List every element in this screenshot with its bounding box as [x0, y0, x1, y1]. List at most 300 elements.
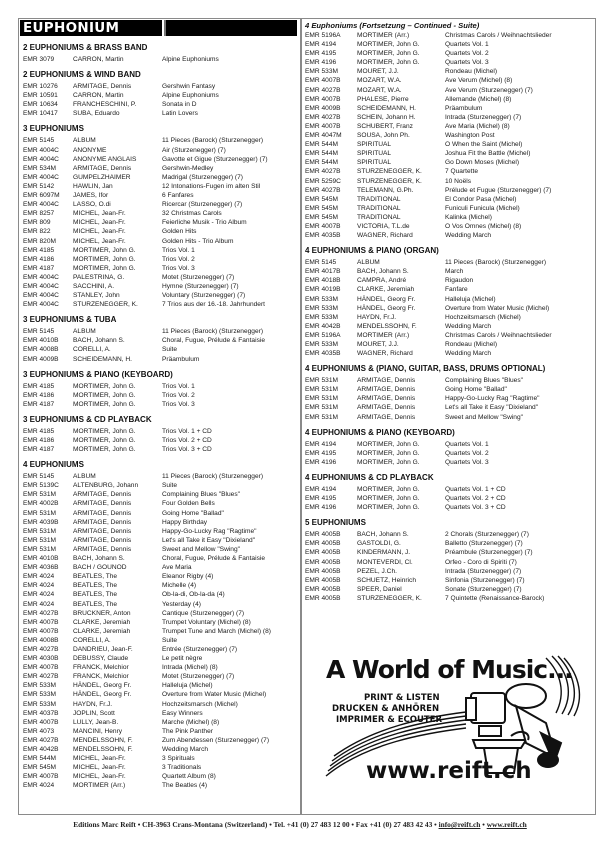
catalog-row — [302, 86, 596, 95]
catalog-row — [302, 385, 596, 394]
work-title: 12 Intonations-Fugen im alten Stil — [162, 182, 261, 190]
catalog-number: EMR 4008B — [23, 346, 59, 354]
work-title: 10 Noëls — [445, 177, 472, 185]
composer-name: ARMITAGE, Dennis — [73, 83, 132, 91]
catalog-row — [20, 627, 299, 636]
work-title: Alpine Euphoniums — [162, 92, 219, 100]
work-title: Cantique (Sturzenegger) (7) — [162, 609, 245, 617]
catalog-section — [20, 369, 299, 409]
composer-name: ANONYME ANGLAIS — [73, 155, 137, 163]
catalog-number: EMR 4007B — [305, 222, 341, 230]
work-title: Zum Abendessen (Sturzenegger) (7) — [162, 736, 270, 744]
catalog-row — [20, 709, 299, 718]
catalog-row — [302, 149, 596, 158]
composer-name: FRANCK, Melchior — [73, 673, 129, 681]
composer-name: VICTORIA, T.L.de — [357, 222, 410, 230]
work-title: Präambulum — [162, 355, 200, 363]
catalog-row — [20, 146, 299, 155]
right-sections — [302, 21, 596, 603]
catalog-row — [20, 209, 299, 218]
composer-name: MORTIMER, John G. — [73, 382, 136, 390]
catalog-number: EMR 531M — [23, 545, 56, 553]
catalog-number: EMR 4196 — [305, 458, 337, 466]
work-title: Entrée (Sturzenegger) (7) — [162, 645, 238, 653]
footer-website-link[interactable]: www.reift.ch — [486, 820, 527, 829]
catalog-row — [302, 440, 596, 449]
advert-banner — [316, 648, 586, 793]
work-title: Quartets Vol. 1 + CD — [445, 485, 506, 493]
catalog-row — [302, 485, 596, 494]
catalog-number: EMR 4196 — [305, 504, 337, 512]
composer-name: ALBUM — [357, 259, 380, 267]
composer-name: MORTIMER, John G. — [357, 41, 420, 49]
catalog-number: EMR 4004C — [23, 201, 59, 209]
work-title: Quartets Vol. 1 — [445, 440, 489, 448]
catalog-row — [20, 300, 299, 309]
work-title: Ricercar (Sturzenegger) (7) — [162, 201, 243, 209]
catalog-number: EMR 4018B — [305, 277, 341, 285]
catalog-number: EMR 822 — [23, 228, 51, 236]
work-title: Trios Vol. 3 — [162, 264, 195, 272]
catalog-row — [20, 654, 299, 663]
composer-name: MORTIMER, John G. — [73, 446, 136, 454]
catalog-row — [20, 736, 299, 745]
catalog-number: EMR 4187 — [23, 264, 55, 272]
catalog-row — [302, 285, 596, 294]
catalog-row — [20, 227, 299, 236]
composer-name: BEATLES, The — [73, 600, 118, 608]
catalog-row — [302, 558, 596, 567]
catalog-number: EMR 4185 — [23, 382, 55, 390]
composer-name: MICHEL, Jean-Fr. — [73, 237, 126, 245]
catalog-number: EMR 4027B — [305, 168, 341, 176]
work-title: 3 Spirituals — [162, 755, 195, 763]
section-title: 4 Euphoniums (Fortsetzung – Continued - Suite) — [305, 21, 480, 30]
catalog-number: EMR 4195 — [305, 449, 337, 457]
catalog-number: EMR 8257 — [23, 210, 55, 218]
catalog-row — [20, 472, 299, 481]
composer-name: ARMITAGE, Dennis — [73, 509, 132, 517]
composer-name: CORELLI, A. — [73, 346, 111, 354]
work-title: Hymne (Sturzenegger) (7) — [162, 282, 239, 290]
catalog-row — [302, 177, 596, 186]
catalog-number: EMR 544M — [305, 141, 338, 149]
catalog-section — [302, 363, 596, 421]
composer-name: SCHUETZ, Heinrich — [357, 576, 416, 584]
catalog-number: EMR 4027B — [305, 86, 341, 94]
catalog-row — [20, 427, 299, 436]
catalog-number: EMR 534M — [23, 164, 56, 172]
composer-name: MENDELSSOHN, F. — [73, 746, 133, 753]
catalog-number: EMR 4002B — [23, 500, 59, 508]
catalog-number: EMR 533M — [305, 313, 338, 321]
composer-name: SPIRITUAL — [357, 150, 392, 158]
catalog-number: EMR 809 — [23, 219, 51, 227]
catalog-section — [302, 427, 596, 467]
work-title: Michelle (4) — [162, 582, 197, 590]
composer-name: MENDELSSOHN, F. — [357, 322, 417, 330]
advert-graphic — [316, 648, 586, 793]
work-title: Sweet and Mellow "Swing" — [162, 545, 240, 553]
composer-name: ALBUM — [73, 328, 96, 336]
work-title: Rondeau (Michel) — [445, 68, 498, 76]
work-title: Prélude et Fugue (Sturzenegger) (7) — [445, 186, 552, 194]
work-title: Präambulum — [445, 104, 483, 112]
composer-name: PALESTRINA, G. — [73, 273, 125, 281]
catalog-row — [20, 554, 299, 563]
work-title: Ave Maria — [162, 564, 192, 572]
catalog-row — [20, 563, 299, 572]
work-title: Motet (Sturzenegger) (7) — [162, 673, 235, 681]
catalog-row — [20, 518, 299, 527]
section-title: 2 EUPHONIUMS & BRASS BAND — [23, 43, 148, 52]
catalog-number: EMR 3079 — [23, 56, 55, 63]
catalog-number: EMR 4194 — [305, 485, 337, 493]
footer-email-link[interactable]: info@reift.ch — [438, 820, 481, 829]
work-title: Choral, Fugue, Prélude & Fantaisie — [162, 337, 265, 345]
work-title: Rondeau (Michel) — [445, 341, 498, 348]
composer-name: MORTIMER, John G. — [357, 440, 420, 448]
catalog-number: EMR 4185 — [23, 427, 55, 435]
catalog-section — [302, 472, 596, 512]
composer-name: ALTENBURG, Johann — [73, 482, 139, 490]
work-title: Alpine Euphoniums — [162, 56, 219, 63]
composer-name: MENDELSSOHN, F. — [73, 736, 133, 744]
work-title: Hochzeitsmarsch (Michel) — [445, 313, 521, 321]
composer-name: SPIRITUAL — [357, 141, 392, 149]
catalog-number: EMR 4037B — [23, 709, 59, 717]
catalog-number: EMR 4005B — [305, 531, 341, 539]
work-title: Overture from Water Music (Michel) — [445, 304, 550, 312]
catalog-number: EMR 4027B — [23, 609, 59, 617]
composer-name: MORTIMER, John G. — [73, 264, 136, 272]
work-title: Let's all Take it Easy "Dixieland" — [445, 404, 539, 412]
catalog-number: EMR 5145 — [23, 137, 55, 145]
catalog-row — [20, 672, 299, 681]
catalog-number: EMR 4007B — [23, 664, 59, 672]
catalog-section — [20, 414, 299, 454]
work-title: Trios Vol. 1 — [162, 382, 195, 390]
composer-name: CLARKE, Jeremiah — [357, 286, 415, 294]
section-title: 4 EUPHONIUMS & PIANO (KEYBOARD) — [305, 427, 455, 437]
composer-name: ARMITAGE, Dennis — [73, 536, 132, 544]
advert-headline: A World of Music... — [326, 655, 573, 684]
right-column — [302, 21, 596, 608]
work-title: Quartets Vol. 2 — [445, 50, 489, 58]
work-title: Marche (Michel) (8) — [162, 718, 220, 726]
advert-url[interactable]: www.reift.ch — [366, 758, 532, 784]
work-title: Happy Birthday — [162, 518, 208, 526]
catalog-number: EMR 4027B — [23, 645, 59, 653]
work-title: Going Home "Ballad" — [445, 386, 507, 394]
catalog-number: EMR 544M — [305, 159, 338, 167]
section-title: 2 EUPHONIUMS & WIND BAND — [23, 70, 141, 80]
catalog-number: EMR 4195 — [305, 50, 337, 58]
composer-name: SCHEIN, Johann H. — [357, 113, 416, 121]
work-title: Suite — [162, 482, 178, 490]
catalog-row — [302, 576, 596, 585]
catalog-number: EMR 4024 — [23, 782, 55, 790]
section-title: 4 EUPHONIUMS — [23, 460, 84, 470]
work-title: Trumpet Voluntary (Michel) (8) — [162, 618, 251, 626]
catalog-number: EMR 4007B — [23, 627, 59, 635]
catalog-row — [20, 590, 299, 599]
catalog-number: EMR 531M — [305, 395, 338, 403]
catalog-number: EMR 545M — [305, 213, 338, 221]
left-column — [20, 20, 299, 795]
catalog-row — [302, 67, 596, 76]
catalog-number: EMR 533M — [305, 341, 338, 348]
composer-name: STURZENEGGER, K. — [357, 594, 422, 602]
catalog-row — [302, 258, 596, 267]
catalog-section — [302, 21, 596, 240]
page-footer — [0, 820, 600, 829]
catalog-number: EMR 4042B — [305, 322, 341, 330]
composer-name: BACH, Johann S. — [73, 555, 125, 563]
composer-name: MORTIMER, John G. — [357, 59, 420, 67]
catalog-row — [20, 718, 299, 727]
catalog-row — [302, 122, 596, 131]
composer-name: TELEMANN, G.Ph. — [357, 186, 414, 194]
catalog-row — [20, 100, 299, 109]
composer-name: MICHEL, Jean-Fr. — [73, 773, 126, 781]
catalog-row — [302, 376, 596, 385]
catalog-number: EMR 5145 — [305, 259, 337, 267]
composer-name: CARRON, Martin — [73, 56, 124, 63]
work-title: The Pink Panther — [162, 727, 213, 735]
catalog-row — [20, 600, 299, 609]
catalog-row — [302, 104, 596, 113]
composer-name: ARMITAGE, Dennis — [357, 395, 416, 403]
composer-name: BACH, Johann S. — [357, 531, 409, 539]
composer-name: FRANCHESCHINI, P. — [73, 101, 137, 109]
composer-name: TRADITIONAL — [357, 204, 401, 212]
composer-name: WAGNER, Richard — [357, 232, 413, 240]
work-title: Christmas Carols / Weihnachtslieder — [445, 331, 552, 339]
catalog-number: EMR 4047M — [305, 132, 342, 140]
catalog-row — [20, 400, 299, 409]
catalog-number: EMR 4187 — [23, 400, 55, 408]
work-title: Quartets Vol. 3 — [445, 59, 489, 67]
catalog-row — [302, 503, 596, 512]
work-title: El Condor Pasa (Michel) — [445, 195, 517, 203]
catalog-number: EMR 545M — [23, 764, 56, 772]
catalog-row — [302, 403, 596, 412]
catalog-row — [20, 391, 299, 400]
work-title: 7 Trios aus der 16.-18. Jahrhundert — [162, 301, 265, 309]
catalog-row — [302, 31, 596, 40]
advert-line-1: PRINT & LISTEN — [364, 693, 440, 703]
catalog-number: EMR 4004C — [23, 292, 59, 300]
composer-name: MOZART, W.A. — [357, 86, 402, 94]
catalog-row — [302, 340, 596, 349]
catalog-number: EMR 4004C — [23, 173, 59, 181]
work-title: Intrada (Sturzenegger) (7) — [445, 567, 522, 575]
catalog-header — [20, 20, 299, 36]
work-title: Easy Winners — [162, 709, 203, 717]
catalog-row — [20, 618, 299, 627]
composer-name: CLARKE, Jeremiah — [73, 618, 131, 626]
composer-name: MONTEVERDI, Cl. — [357, 558, 413, 566]
catalog-row — [302, 530, 596, 539]
catalog-number: EMR 4009B — [305, 104, 341, 112]
catalog-number: EMR 4017B — [305, 268, 341, 276]
catalog-number: EMR 4027B — [23, 736, 59, 744]
work-title: Quartett Album (8) — [162, 773, 216, 781]
catalog-number: EMR 533M — [305, 295, 338, 303]
catalog-row — [302, 276, 596, 285]
composer-name: HÄNDEL, Georg Fr. — [357, 304, 416, 312]
section-title: 4 EUPHONIUMS & PIANO (ORGAN) — [305, 246, 439, 256]
catalog-row — [20, 382, 299, 391]
catalog-row — [20, 527, 299, 536]
composer-name: JAMES, Ifor — [73, 192, 109, 200]
composer-name: PHALESE, Pierre — [357, 95, 409, 103]
catalog-row — [302, 548, 596, 557]
catalog-number: EMR 4035B — [305, 232, 341, 240]
catalog-row — [20, 264, 299, 273]
composer-name: ARMITAGE, Dennis — [73, 518, 132, 526]
work-title: Orfeo - Coro di Spiriti (7) — [445, 558, 517, 566]
catalog-number: EMR 4195 — [305, 495, 337, 503]
catalog-row — [20, 609, 299, 618]
catalog-number: EMR 4027B — [305, 113, 341, 121]
work-title: Halleluja (Michel) — [162, 682, 213, 690]
catalog-row — [302, 413, 596, 422]
catalog-number: EMR 4186 — [23, 437, 55, 444]
work-title: Intrada (Sturzenegger) (7) — [445, 113, 522, 121]
work-title: Eleanor Rigby (4) — [162, 573, 214, 581]
catalog-number: EMR 4007B — [305, 77, 341, 85]
catalog-row — [20, 490, 299, 499]
catalog-row — [302, 167, 596, 176]
catalog-number: EMR 4007B — [23, 618, 59, 626]
work-title: 11 Pieces (Barock) (Sturzenegger) — [445, 259, 547, 267]
composer-name: STURZENEGGER, K. — [357, 168, 422, 176]
catalog-row — [20, 763, 299, 772]
catalog-section — [302, 517, 596, 603]
catalog-number: EMR 10591 — [23, 92, 58, 100]
work-title: 11 Pieces (Barock) (Sturzenegger) — [162, 137, 264, 145]
composer-name: MICHEL, Jean-Fr. — [73, 755, 126, 763]
catalog-section — [302, 245, 596, 358]
composer-name: CARRON, Martin — [73, 92, 124, 100]
composer-name: MICHEL, Jean-Fr. — [73, 228, 126, 236]
composer-name: MORTIMER, John G. — [73, 391, 136, 399]
work-title: Joshua Fit the Battle (Michel) — [445, 150, 531, 158]
catalog-row — [302, 195, 596, 204]
work-title: Le petit nègre — [162, 655, 203, 663]
composer-name: STURZENEGGER, K. — [357, 177, 422, 185]
composer-name: TRADITIONAL — [357, 213, 401, 221]
composer-name: SOUSA, John Ph. — [357, 132, 410, 140]
work-title: Voluntary (Sturzenegger) (7) — [162, 292, 246, 300]
section-title: 3 EUPHONIUMS & PIANO (KEYBOARD) — [23, 369, 173, 379]
catalog-row — [302, 585, 596, 594]
catalog-row — [20, 255, 299, 264]
catalog-row — [20, 436, 299, 445]
catalog-number: EMR 533M — [305, 304, 338, 312]
catalog-number: EMR 4042B — [23, 746, 59, 753]
catalog-row — [20, 572, 299, 581]
composer-name: BEATLES, The — [73, 582, 118, 590]
composer-name: MORTIMER, John G. — [73, 246, 136, 254]
composer-name: ARMITAGE, Dennis — [357, 413, 416, 421]
composer-name: CLARKE, Jeremiah — [73, 627, 131, 635]
work-title: Trios Vol. 2 — [162, 391, 195, 399]
composer-name: ARMITAGE, Dennis — [357, 377, 416, 385]
catalog-number: EMR 4186 — [23, 391, 55, 399]
composer-name: BEATLES, The — [73, 591, 118, 599]
catalog-number: EMR 4004C — [23, 273, 59, 281]
catalog-row — [20, 727, 299, 736]
catalog-number: EMR 4024 — [23, 591, 55, 599]
work-title: 11 Pieces (Barock) (Sturzenegger) — [162, 328, 264, 336]
catalog-row — [20, 109, 299, 118]
work-title: Wedding March — [162, 746, 209, 753]
work-title: Air (Sturzenegger) (7) — [162, 146, 226, 154]
catalog-number: EMR 531M — [305, 413, 338, 421]
composer-name: TRADITIONAL — [357, 195, 401, 203]
work-title: 11 Pieces (Barock) (Sturzenegger) — [162, 473, 264, 481]
catalog-row — [302, 394, 596, 403]
catalog-number: EMR 5145 — [23, 328, 55, 336]
work-title: Gershwin-Medley — [162, 164, 214, 172]
catalog-number: EMR 5259C — [305, 177, 341, 185]
catalog-row — [20, 700, 299, 709]
catalog-row — [20, 191, 299, 200]
catalog-number: EMR 531M — [305, 386, 338, 394]
work-title: Funiculi Funicula (Michel) — [445, 204, 520, 212]
work-title: The Beatles (4) — [162, 782, 208, 790]
catalog-number: EMR 820M — [23, 237, 56, 245]
catalog-row — [20, 745, 299, 754]
work-title: Let's all Take it Easy "Dixieland" — [162, 536, 256, 544]
catalog-row — [302, 58, 596, 67]
catalog-row — [20, 82, 299, 91]
section-title: 4 EUPHONIUMS & CD PLAYBACK — [305, 472, 434, 482]
work-title: Intrada (Michel) (8) — [162, 664, 218, 672]
work-title: Halleluja (Michel) — [445, 295, 496, 303]
work-title: Wedding March — [445, 350, 492, 358]
catalog-row — [20, 445, 299, 454]
work-title: Trios Vol. 1 + CD — [162, 427, 212, 435]
catalog-number: EMR 5142 — [23, 182, 55, 190]
composer-name: CAMPRA, André — [357, 277, 407, 285]
catalog-number: EMR 531M — [23, 527, 56, 535]
catalog-number: EMR 544M — [305, 150, 338, 158]
catalog-number: EMR 531M — [23, 536, 56, 544]
catalog-number: EMR 4073 — [23, 727, 55, 735]
catalog-row — [302, 186, 596, 195]
work-title: Choral, Fugue, Prélude & Fantaisie — [162, 555, 265, 563]
work-title: 7 Quartette — [445, 168, 478, 176]
catalog-number: EMR 4008B — [23, 636, 59, 644]
catalog-row — [20, 645, 299, 654]
composer-name: GASTOLDI, G. — [357, 540, 401, 548]
catalog-row — [20, 273, 299, 282]
composer-name: CORELLI, A. — [73, 636, 111, 644]
catalog-row — [302, 539, 596, 548]
catalog-row — [302, 267, 596, 276]
work-title: Trios Vol. 2 + CD — [162, 437, 212, 444]
catalog-number: EMR 6097M — [23, 192, 60, 200]
composer-name: ANONYME — [73, 146, 107, 154]
advert-line-3: IMPRIMER & ECOUTER — [336, 715, 443, 725]
catalog-row — [302, 322, 596, 331]
catalog-row — [20, 173, 299, 182]
section-title: 4 EUPHONIUMS & (PIANO, GUITAR, BASS, DRUMS OPTIONAL) — [305, 364, 546, 374]
